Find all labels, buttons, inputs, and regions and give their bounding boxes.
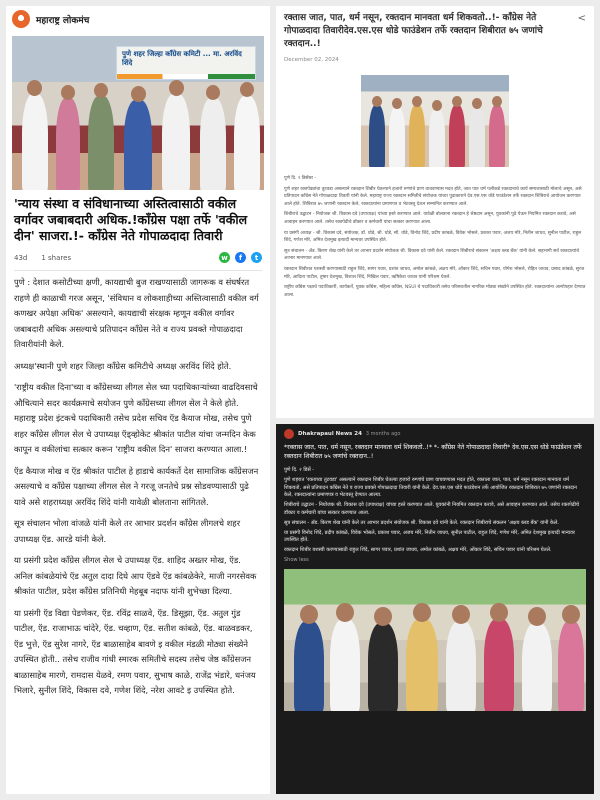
paragraph: पुणे शहर रक्तपेढ्यांचा तुटवडा असल्याने रक्तदान शिबीर घेतल्याने हजारो रुग्णांचे प्राण वाचवण्यास मदत होते, जात पात धर्म पलीकडे रक्तदानाचे कार्य समाजासाठी मोलाचे असून, असे प्रतिपादन काँग्रेस नेते गोपाळदादा तिवारी यांनी केले. महाराष्ट्र राज्य रक्तदान समितीचे संयोजक यांच्या पुढाकाराने देव.एस.एस धोडे फाउंडेशन तर्फे रक्तदान शिबिराचे आयोजन करण्यात आले होते. शिबिरात ७५ जणांनी रक्तदान केले, रक्तदात्यांना प्रमाणपत्र व भेटवस्तू देऊन सन्मानित करण्यात आले. (284, 186, 582, 207)
paragraph: ऍड कैयाज मोख व ऍड श्रीकांत पाटील हे हाडाचे कार्यकर्ते देश सामाजिक कॉंग्रेसजन असल्याचे व कॉंग्रेस पक्षाच्या लीगल सेल ने गरजू जनतेचे प्रश्न सोडवण्यासाठी पुढे यावे असे शहराध्यक्ष अरविंद शिंदे यांनी यावेळी बोलताना सांगितले. (14, 465, 259, 507)
paragraph: सूत्र संचालन - ॲड. किरण शेख यांनी केले तर आभार प्रदर्शन संयोजक श्री. विकास दवे यांनी केले. रक्तदान शिबीराचे संकलन 'अक्षय ब्लड बँक' यांनी केले. (284, 519, 559, 526)
publisher-name[interactable]: महाराष्ट्र लोकमंच (36, 15, 90, 26)
paragraph: शिबीराचे उद्घाटन - नियोजक श्री. विकास दवे (उपाध्यक्ष) यांच्या हस्ते करण्यात आले. यावेळी बोलताना रक्तदान हे श्रेष्ठदान असून, युवकांनी पुढे येऊन नियमित रक्तदान करावे, असे आवाहन करण्यात आले. तसेच रक्तपेढीचे डॉक्टर व कर्मचारी यांचा सत्कार करण्यात आला. (284, 212, 576, 225)
paragraph: शिबीराचे उद्घाटन - नियोजक श्री. विकास दवे (उपाध्यक्ष) यांच्या हस्ते करण्यात आले. युवकांनी नियमित रक्तदान करावे, असे आवाहन करण्यात आले. तसेच रक्तपेढीचे डॉक्टर व कर्मचारी यांचा सत्कार करण्यात आला. (284, 502, 580, 516)
paragraph: या प्रसंगी प्रदेश कॉंग्रेस लीगल सेल चे उपाध्यक्ष ऍड. शाहिद अख्तर मोख, ऍड. अनिल कांबळेयांचे ऍड अतुल दादा दिघे आप ऍडवे ऍड कांबळेकेरे, माजी नगरसेवक श्रीकांत पाटील, प्रदेश काँग्रेस प्रतिनिधी मेहबूब नदाफ यांनी शुभेच्छा दिल्या. (14, 555, 257, 596)
paragraph: पुणे दि. २ डिसें - (284, 467, 315, 473)
post-body (284, 467, 586, 555)
paragraph: रक्तदान शिबीर यशस्वी करण्यासाठी राहुल शिंदे, सागर पवार, प्रशांत जाधव, अमोल कांबळे, अक्षय मोरे, ओंकार शिंदे, सचिन पवार यांनी परिश्रम घेतले. (284, 547, 552, 554)
share-bar (219, 252, 262, 263)
article-photo (12, 36, 264, 190)
photo-banner: पुणे शहर जिल्हा काँग्रेस कमिटी ... मा. अरविंद शिंदे (116, 46, 256, 80)
paragraph: सूत्र संचालन भोला वांजळे यांनी केले तर आभार प्रदर्शन कॉंग्रेस लीगलचे शहर उपाध्यक्ष ऍड. आरडे यांनी केले. (14, 518, 241, 544)
post-photo (361, 75, 509, 167)
article-age: 43d (14, 253, 28, 262)
whatsapp-icon[interactable]: w (219, 252, 230, 263)
post-body (284, 175, 586, 299)
article-header (6, 6, 270, 32)
paragraph: या प्रसंगी विनोद शिंदे, प्रदीप कांबळे, विवेक भोसले, प्रकाश पवार, अजय मोरे, नितीन जाधव, सुनील पाटील, राहुल शिंदे, गणेश मोरे, अमित देशमुख इत्यादी मान्यवर उपस्थित होते. (284, 529, 575, 544)
social-post-panel (276, 424, 594, 794)
facebook-icon[interactable]: f (235, 252, 246, 263)
article-title[interactable]: 'न्याय संस्था व संविधानाच्या अस्तित्वासाठी वकील वर्गावर जबाबदारी अधिक.!काँग्रेस पक्षा तर्फे 'वकील दीन' साजरा.!- काँग्रेस नेते गोपाळदादा तिवारी (14, 196, 248, 243)
post-title[interactable]: रक्तास जात, पात, धर्म नसून, रक्तदान मानवता धर्म शिकवतो..!- काँग्रेस नेते गोपाळदादा तिवारीदेव.एस.एस धोडे फाउंडेशन तर्फे रक्तदान शिबीरात ७५ जणांचे रक्तदान..! (284, 13, 543, 49)
post-headline: *रक्तास जात, पात, धर्म नसून, रक्तदान मानवता धर्म शिकवतो..!* *- काँग्रेस नेते गोपाळदादा तिवारी* देव.एस.एस धोडे फाउंडेशन तर्फे रक्तदान शिबीरात ७५ जणांचे रक्तदान..! (284, 444, 582, 460)
twitter-icon[interactable]: t (251, 252, 262, 263)
show-less-link[interactable]: Show less (284, 556, 309, 563)
paragraph: 'राष्ट्रीय वकील दिना'च्या व काँग्रेसच्या लीगल सेल च्या पदाधिकाऱ्यांच्या वाढदिवसाचे औचित्याने सदर कार्यक्रमाचे सयोजन पुणे काँग्रेसच्या लीगल सेल ने केले होते. महाराष्ट्र प्रदेश इंटकचे पदाधिकारी तसेच प्रदेश सचिव ऍड कैयाज मोख, तसेच पुणे शहर काँग्रेस लीगल सेल चे उपाध्यक्ष ऍड्व्होकेट श्रीकांत पाटील यांचा जन्मदिन केक कापून व वकीलांचा सत्कार करून 'राष्ट्रीय वकील दिन' साजरा करण्यात आला.! (14, 382, 258, 454)
paragraph: रक्तदान शिबीरात यशस्वी करण्यासाठी राहुल शिंदे, सागर पवार, प्रशांत जाधव, अमोल कांबळे, अक्षय मोरे, ओंकार शिंदे, सचिन पवार, योगेश भोसले, रोहित जाधव, प्रसाद कांबळे, सुरज मोरे, आदित्य पाटील, तुषार देशमुख, विशाल शिंदे, निखिल पवार, ऋषिकेश जाधव यांनी परिश्रम घेतले. (284, 266, 585, 280)
paragraph: अध्यक्ष'स्थानी पुणे शहर जिल्हा काँग्रेस कमिटीचे अध्यक्ष अरविंद शिंदे होते. (14, 360, 232, 371)
post-time: 3 months ago (365, 431, 401, 437)
paragraph: पुणे : देशात कसोटीच्या क्षणी, कायद्याची बुज राखण्यासाठी जागरूक व संघर्षरत राहणे ही काळाची गरज असून, 'संविधान व लोकशाहीच्या अस्तित्वासाठी वकील वर्ग कणखर अपेक्षा अधिक' असल्याने, कायद्याची संरक्षक म्हणून वकील वर्गावर जबाबदारी अधिक असल्याचे प्रतिपादन काँग्रेस नेते व राज्य प्रवक्ते गोपाळदादा तिवारीयांनी केले. (14, 277, 259, 349)
avatar[interactable] (284, 429, 294, 439)
paragraph: राष्ट्रीय काँग्रेस पक्षाचे पदाधिकारी, कार्यकर्ते, युवक काँग्रेस, महिला काँग्रेस, NSUI चे पदाधिकारी तसेच परिसरातील नागरिक मोठ्या संख्येने उपस्थित होते. रक्तदात्यांना अल्पोपहार देण्यात आला. (284, 285, 586, 298)
paragraph: सूत्र संचालन - ॲड. किरण शेख यांनी केले तर आभार प्रदर्शन संयोजक श्री. विकास दवे यांनी केले. रक्तदान शिबीराचे संकलन 'अक्षय ब्लड बँक' यांनी केले. सहभागी सर्व रक्तदात्यांचे आभार मानण्यात आले. (284, 248, 579, 262)
post-date: December 02, 2024 (284, 57, 339, 63)
author-name[interactable]: Dhakrapaul News 24 (298, 431, 362, 437)
blog-post-panel (276, 6, 594, 418)
publisher-logo-icon (12, 10, 30, 28)
divider (14, 270, 262, 271)
article-shares: 1 shares (41, 253, 72, 262)
article-meta (14, 252, 262, 263)
left-article-panel (6, 6, 270, 794)
paragraph: पुणे शहरात 'रक्ताच्या तुटवडा' असल्याने रक्तदान शिबीर घेतल्या हजारो रुग्णांचे प्राण वाचवण्यास मदत होते, रक्ताला जात, पात, धर्म नसून रक्तदान मानवता धर्म शिकवतो, असे प्रतिपादन काँग्रेस नेते व राज्य प्रवक्ते गोपाळदादा तिवारी यांनी केले. देव.एस.एस धोडे फाउंडेशन तर्फे आयोजित रक्तदान शिबिरात ७५ जणांनी रक्तदान केले, रक्तदात्यांना प्रमाणपत्र व भेटवस्तू देण्यात आल्या. (284, 476, 577, 499)
paragraph: या प्रसंगी अध्यक्ष - श्री. विकास दवे, संयोजक, डॉ. धोडे, श्री. धोडे, सौ. धोडे, विनोद शिंदे, प्रदीप कांबळे, विवेक भोसले, प्रकाश पवार, अजय मोरे, नितीन जाधव, सुनील पाटील, राहुल शिंदे, गणेश मोरे, अमित देशमुख इत्यादी मान्यवर उपस्थित होते. (284, 230, 582, 244)
share-icon[interactable]: < (577, 13, 586, 24)
article-body (6, 275, 270, 699)
paragraph: पुणे दि. २ डिसेंबर - (284, 176, 317, 181)
post-photo (284, 569, 586, 711)
post-author (284, 429, 586, 439)
paragraph: या प्रसंगी ऍड विद्या पेडणेकर, ऍड. रविंद्र साळवे, ऍड. डिसूझा, ऍड. अतुल गुंड पाटील, ऍड. राजाभाऊ चांदेरे, ऍड. चव्हाण, ऍड. सतीश कांबळे, ऍड. बाळवडकर, ऍड भुत्ते, ऍड सुरेश नागरे, ऍड बाळासाहेब बावणे इ वकील मंडळी मोठ्या संख्येने उपस्थित होती.. तसेच राजीव गांधी स्मारक समितीचे सदस्य तसेच जेष्ठ कॉंग्रेसजन बाळासाहेब मारणे, रामदास येळवे, रमण पवार, सुभाष काळे, राजेंद्र भंडारे, धनंजय भिलारे, सुनील शिंदे, विकास दवे, गणेश शिंदे, नरेश आवटे इ उपस्थित होते. (14, 607, 256, 695)
